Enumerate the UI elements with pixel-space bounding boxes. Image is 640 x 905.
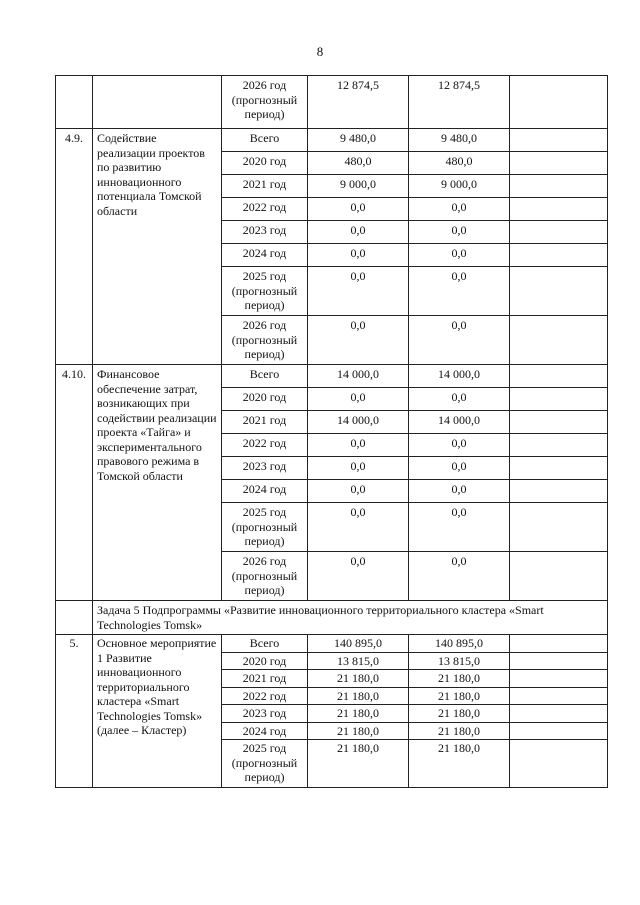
name-cell (93, 76, 222, 129)
table-row (56, 601, 608, 635)
value-a-cell: 0,0 (308, 552, 409, 601)
notes-cell (510, 365, 608, 388)
value-b-cell: 0,0 (409, 457, 510, 480)
value-a-cell: 21 180,0 (308, 687, 409, 705)
value-b-cell: 0,0 (409, 552, 510, 601)
value-b-cell: 12 874,5 (409, 76, 510, 129)
value-b-cell: 21 180,0 (409, 722, 510, 740)
notes-cell (510, 76, 608, 129)
value-a-cell: 0,0 (308, 267, 409, 316)
year-cell: Всего (222, 129, 308, 152)
notes-cell (510, 670, 608, 688)
value-a-cell: 13 815,0 (308, 652, 409, 670)
notes-cell (510, 740, 608, 788)
value-a-cell: 14 000,0 (308, 365, 409, 388)
value-b-cell: 13 815,0 (409, 652, 510, 670)
value-a-cell: 14 000,0 (308, 411, 409, 434)
value-b-cell: 0,0 (409, 388, 510, 411)
item-number: 5. (56, 635, 93, 788)
notes-cell (510, 434, 608, 457)
year-cell: 2025 год (прогнозный период) (222, 267, 308, 316)
value-b-cell: 0,0 (409, 316, 510, 365)
year-cell: 2023 год (222, 221, 308, 244)
value-b-cell: 480,0 (409, 152, 510, 175)
year-cell: 2024 год (222, 722, 308, 740)
notes-cell (510, 503, 608, 552)
value-b-cell: 0,0 (409, 198, 510, 221)
year-cell: Всего (222, 635, 308, 653)
year-cell: 2022 год (222, 687, 308, 705)
value-a-cell: 9 000,0 (308, 175, 409, 198)
value-b-cell: 14 000,0 (409, 365, 510, 388)
value-b-cell: 140 895,0 (409, 635, 510, 653)
year-cell: 2026 год (прогнозный период) (222, 316, 308, 365)
table-row (56, 365, 608, 388)
number-cell (56, 601, 93, 635)
notes-cell (510, 635, 608, 653)
value-a-cell: 0,0 (308, 244, 409, 267)
notes-cell (510, 687, 608, 705)
value-b-cell: 0,0 (409, 434, 510, 457)
year-cell: Всего (222, 365, 308, 388)
notes-cell (510, 221, 608, 244)
value-a-cell: 21 180,0 (308, 670, 409, 688)
value-a-cell: 0,0 (308, 503, 409, 552)
notes-cell (510, 388, 608, 411)
year-cell: 2025 год (прогнозный период) (222, 503, 308, 552)
notes-cell (510, 411, 608, 434)
value-a-cell: 0,0 (308, 457, 409, 480)
notes-cell (510, 457, 608, 480)
number-cell (56, 76, 93, 129)
notes-cell (510, 129, 608, 152)
item-name: Финансовое обеспечение затрат, возникающих при содействии реализации проекта «Тайга» и экспериментального правового режима в Томской области (93, 365, 222, 601)
value-b-cell: 14 000,0 (409, 411, 510, 434)
value-b-cell: 21 180,0 (409, 740, 510, 788)
value-b-cell: 0,0 (409, 503, 510, 552)
year-cell: 2020 год (222, 388, 308, 411)
year-cell: 2026 год (прогнозный период) (222, 76, 308, 129)
notes-cell (510, 244, 608, 267)
year-cell: 2020 год (222, 652, 308, 670)
year-cell: 2022 год (222, 434, 308, 457)
notes-cell (510, 198, 608, 221)
notes-cell (510, 722, 608, 740)
value-a-cell: 0,0 (308, 221, 409, 244)
value-b-cell: 21 180,0 (409, 687, 510, 705)
table-row (56, 76, 608, 129)
value-b-cell: 0,0 (409, 221, 510, 244)
value-b-cell: 21 180,0 (409, 670, 510, 688)
value-a-cell: 21 180,0 (308, 705, 409, 723)
table-row (56, 635, 608, 653)
table-row (56, 129, 608, 152)
notes-cell (510, 152, 608, 175)
value-b-cell: 0,0 (409, 480, 510, 503)
page-number: 8 (316, 44, 324, 59)
budget-table (55, 75, 608, 788)
notes-cell (510, 552, 608, 601)
value-a-cell: 0,0 (308, 198, 409, 221)
year-cell: 2024 год (222, 244, 308, 267)
year-cell: 2025 год (прогнозный период) (222, 740, 308, 788)
notes-cell (510, 267, 608, 316)
notes-cell (510, 652, 608, 670)
item-number: 4.10. (56, 365, 93, 601)
value-a-cell: 0,0 (308, 434, 409, 457)
year-cell: 2021 год (222, 670, 308, 688)
item-number: 4.9. (56, 129, 93, 365)
value-a-cell: 140 895,0 (308, 635, 409, 653)
year-cell: 2023 год (222, 705, 308, 723)
notes-cell (510, 316, 608, 365)
year-cell: 2021 год (222, 175, 308, 198)
notes-cell (510, 175, 608, 198)
value-a-cell: 21 180,0 (308, 722, 409, 740)
value-a-cell: 0,0 (308, 388, 409, 411)
notes-cell (510, 480, 608, 503)
value-a-cell: 12 874,5 (308, 76, 409, 129)
year-cell: 2026 год (прогнозный период) (222, 552, 308, 601)
year-cell: 2024 год (222, 480, 308, 503)
value-b-cell: 9 480,0 (409, 129, 510, 152)
value-a-cell: 21 180,0 (308, 740, 409, 788)
value-b-cell: 0,0 (409, 267, 510, 316)
value-a-cell: 9 480,0 (308, 129, 409, 152)
item-name: Основное мероприятие 1 Развитие инновационного территориального кластера «Smart Technologies Tomsk» (далее – Кластер) (93, 635, 222, 788)
value-a-cell: 0,0 (308, 316, 409, 365)
value-b-cell: 9 000,0 (409, 175, 510, 198)
year-cell: 2020 год (222, 152, 308, 175)
value-b-cell: 0,0 (409, 244, 510, 267)
value-b-cell: 21 180,0 (409, 705, 510, 723)
year-cell: 2023 год (222, 457, 308, 480)
item-name: Содействие реализации проектов по развитию инновационного потенциала Томской области (93, 129, 222, 365)
year-cell: 2021 год (222, 411, 308, 434)
value-a-cell: 480,0 (308, 152, 409, 175)
notes-cell (510, 705, 608, 723)
value-a-cell: 0,0 (308, 480, 409, 503)
year-cell: 2022 год (222, 198, 308, 221)
task-heading: Задача 5 Подпрограммы «Развитие инновационного территориального кластера «Smart Technologies Tomsk» (93, 601, 608, 635)
